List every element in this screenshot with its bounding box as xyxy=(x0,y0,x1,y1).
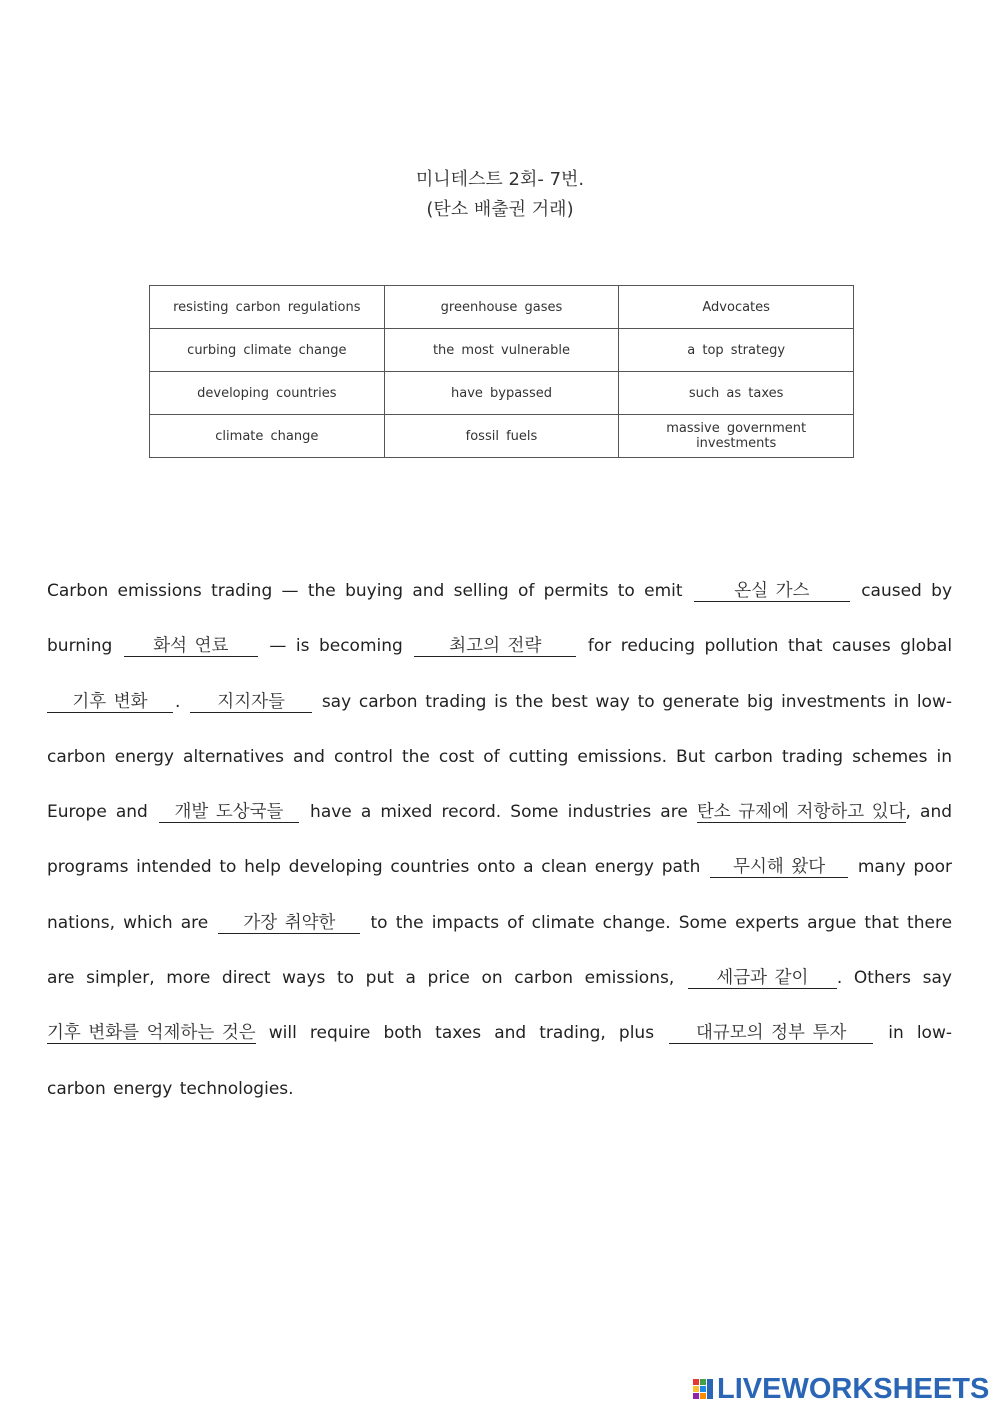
word-bank-cell: climate change xyxy=(150,415,385,458)
passage-text-segment: have a mixed record. Some industries are xyxy=(310,802,688,823)
passage-text-segment: to the impacts of climate change. Some experts argue that there are simpler, more direct ways to put a price on carbon emissions, xyxy=(47,912,953,989)
word-bank-row xyxy=(150,286,854,329)
word-bank-cell: massive government investments xyxy=(619,415,854,458)
word-bank-cell: curbing climate change xyxy=(150,329,385,372)
answer-blank-10[interactable]: 세금과 같이 xyxy=(688,968,837,989)
passage-text-segment: Carbon emissions trading — the buying and selling of permits to emit xyxy=(47,581,683,601)
passage-text-segment: in low-carbon energy technologies. xyxy=(47,1023,952,1099)
word-bank-cell: a top strategy xyxy=(619,329,854,372)
liveworksheets-logo xyxy=(693,1374,989,1404)
liveworksheets-logo-text: LIVEWORKSHEETS xyxy=(717,1372,990,1405)
passage-text xyxy=(47,564,952,1117)
worksheet-title: 미니테스트 2회- 7번. xyxy=(415,169,585,190)
passage-text-segment: caused by burning xyxy=(47,581,953,657)
word-bank-row xyxy=(150,415,854,458)
passage-text-segment: for reducing pollution that causes global xyxy=(587,636,953,657)
answer-blank-1[interactable]: 온실 가스 xyxy=(694,581,850,602)
word-bank-cell: developing countries xyxy=(150,372,385,415)
answer-blank-6[interactable]: 개발 도상국들 xyxy=(159,802,299,823)
word-bank-cell: such as taxes xyxy=(619,372,854,415)
answer-blank-11[interactable]: 기후 변화를 억제하는 것은 xyxy=(47,1023,256,1044)
word-bank-row xyxy=(150,372,854,415)
word-bank-cell: resisting carbon regulations xyxy=(150,286,385,329)
answer-blank-4[interactable]: 기후 변화 xyxy=(47,692,173,713)
passage-text-segment: say carbon trading is the best way to generate big investments in low-carbon energy alternatives and control the cost of cutting emissions. But carbon trading schemes in Europe and xyxy=(47,691,952,823)
liveworksheets-logo-icon xyxy=(693,1377,715,1401)
passage-text-segment: many poor nations, which are xyxy=(47,857,952,933)
passage-text-segment: , and programs intended to help developing countries onto a clean energy path xyxy=(47,802,953,878)
passage-text-segment: will require both taxes and trading, plus xyxy=(268,1023,655,1044)
worksheet-subtitle: (탄소 배출권 거래) xyxy=(426,199,574,220)
word-bank-table xyxy=(149,285,854,458)
word-bank-cell: Advocates xyxy=(619,286,854,329)
answer-blank-8[interactable]: 무시해 왔다 xyxy=(710,857,848,878)
passage-text-segment: . xyxy=(175,691,181,712)
word-bank-cell: fossil fuels xyxy=(384,415,619,458)
answer-blank-5[interactable]: 지지자들 xyxy=(190,692,312,713)
word-bank-cell: greenhouse gases xyxy=(384,286,619,329)
answer-blank-3[interactable]: 최고의 전략 xyxy=(414,636,576,657)
answer-blank-9[interactable]: 가장 취약한 xyxy=(218,913,360,934)
word-bank-row xyxy=(150,329,854,372)
passage-text-segment: . Others say xyxy=(836,968,952,989)
answer-blank-2[interactable]: 화석 연료 xyxy=(124,636,258,657)
answer-blank-7[interactable]: 탄소 규제에 저항하고 있다 xyxy=(696,802,906,823)
word-bank-cell: the most vulnerable xyxy=(384,329,619,372)
passage-text-segment: — is becoming xyxy=(269,636,403,657)
word-bank-cell: have bypassed xyxy=(384,372,619,415)
answer-blank-12[interactable]: 대규모의 정부 투자 xyxy=(669,1023,873,1044)
